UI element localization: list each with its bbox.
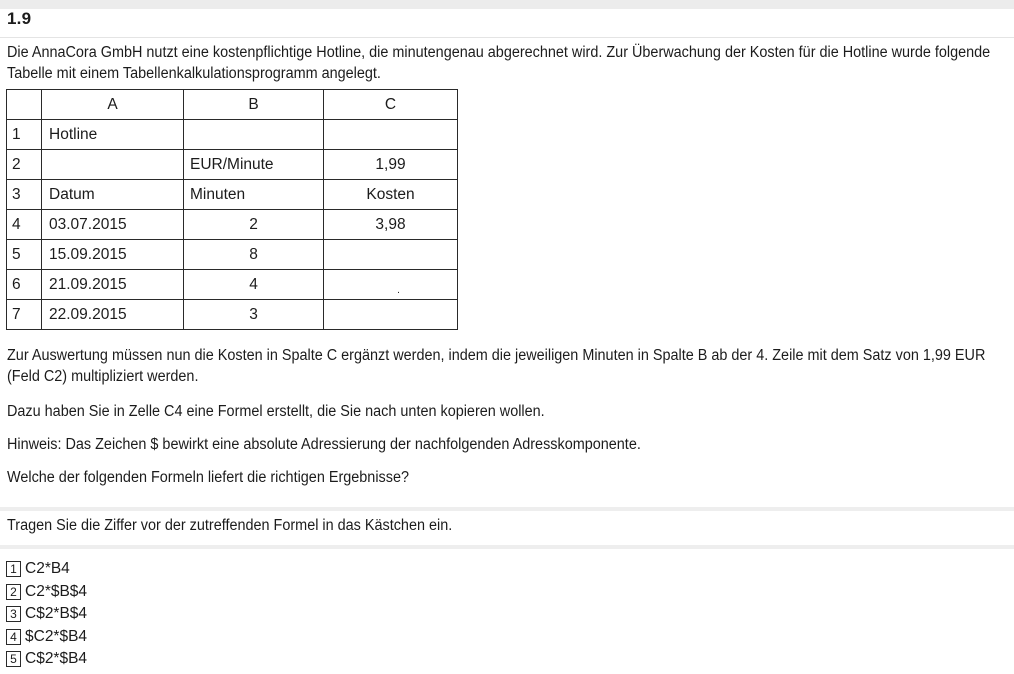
- cell-c5: [324, 240, 458, 270]
- table-row: [7, 300, 458, 330]
- option-formula: C$2*B$4: [25, 605, 88, 623]
- cell-b2: EUR/Minute: [184, 150, 324, 180]
- cell-a6: 21.09.2015: [42, 270, 184, 300]
- table-row: [7, 270, 458, 300]
- table-row: [7, 210, 458, 240]
- column-header-a: A: [42, 90, 184, 120]
- stray-dot: .: [397, 284, 400, 296]
- answer-options: [6, 558, 87, 671]
- instruction-text: Tragen Sie die Ziffer vor der zutreffenden Formel in das Kästchen ein.: [7, 517, 453, 534]
- cell-c6: [324, 270, 458, 300]
- option-number-box: 3: [6, 606, 21, 622]
- option-formula: C2*$B$4: [25, 582, 88, 600]
- row-number: 6: [7, 270, 42, 300]
- divider: [0, 507, 1014, 511]
- cell-c4: 3,98: [324, 210, 458, 240]
- divider: [0, 37, 1014, 38]
- column-header-c: C: [324, 90, 458, 120]
- table-row: [7, 120, 458, 150]
- option-item[interactable]: [6, 603, 87, 626]
- corner-cell: [7, 90, 42, 120]
- cell-a3: Datum: [42, 180, 184, 210]
- option-formula: C$2*$B4: [25, 650, 88, 668]
- cell-c2: 1,99: [324, 150, 458, 180]
- cell-a2: [42, 150, 184, 180]
- option-number-box: 1: [6, 561, 21, 577]
- cell-a5: 15.09.2015: [42, 240, 184, 270]
- table-row: [7, 240, 458, 270]
- option-item[interactable]: [6, 648, 87, 671]
- option-item[interactable]: [6, 626, 87, 649]
- table-row: [7, 180, 458, 210]
- explanation-text: Zur Auswertung müssen nun die Kosten in Spalte C ergänzt werden, indem die jeweiligen Minuten in Spalte B ab der 4. Zeile mit dem Satz von 1,99 EUR (Feld C2) multipliziert werden.: [7, 347, 986, 385]
- intro-text: Die AnnaCora GmbH nutzt eine kostenpflichtige Hotline, die minutengenau abgerechnet wird. Zur Überwachung der Kosten für die Hotline wurde folgende Tabelle mit einem Tabellenkalkulationsprogramm angelegt.: [7, 44, 991, 82]
- cell-c1: [324, 120, 458, 150]
- option-formula: C2*B4: [25, 560, 70, 578]
- divider: [0, 545, 1014, 549]
- row-number: 1: [7, 120, 42, 150]
- cell-b3: Minuten: [184, 180, 324, 210]
- option-item[interactable]: [6, 558, 87, 581]
- row-number: 4: [7, 210, 42, 240]
- task-number: 1.9: [7, 9, 32, 28]
- column-header-b: B: [184, 90, 324, 120]
- cell-b7: 3: [184, 300, 324, 330]
- cell-b5: 8: [184, 240, 324, 270]
- cell-c3: Kosten: [324, 180, 458, 210]
- question-text: Welche der folgenden Formeln liefert die richtigen Ergebnisse?: [7, 469, 409, 486]
- cell-a7: 22.09.2015: [42, 300, 184, 330]
- cell-a1: Hotline: [42, 120, 184, 150]
- option-number-box: 5: [6, 651, 21, 667]
- table-header-row: [7, 90, 458, 120]
- formula-note-text: Dazu haben Sie in Zelle C4 eine Formel erstellt, die Sie nach unten kopieren wollen.: [7, 403, 545, 420]
- hint-text: Hinweis: Das Zeichen $ bewirkt eine absolute Adressierung der nachfolgenden Adresskomponente.: [7, 436, 641, 453]
- option-number-box: 2: [6, 584, 21, 600]
- option-formula: $C2*$B4: [25, 627, 88, 645]
- cell-a4: 03.07.2015: [42, 210, 184, 240]
- option-item[interactable]: [6, 581, 87, 604]
- top-band: [0, 0, 1014, 9]
- row-number: 3: [7, 180, 42, 210]
- cell-b4: 2: [184, 210, 324, 240]
- table-row: [7, 150, 458, 180]
- cell-b1: [184, 120, 324, 150]
- cell-c7: [324, 300, 458, 330]
- row-number: 5: [7, 240, 42, 270]
- cell-b6: 4: [184, 270, 324, 300]
- option-number-box: 4: [6, 629, 21, 645]
- row-number: 2: [7, 150, 42, 180]
- row-number: 7: [7, 300, 42, 330]
- spreadsheet-table: [6, 89, 458, 330]
